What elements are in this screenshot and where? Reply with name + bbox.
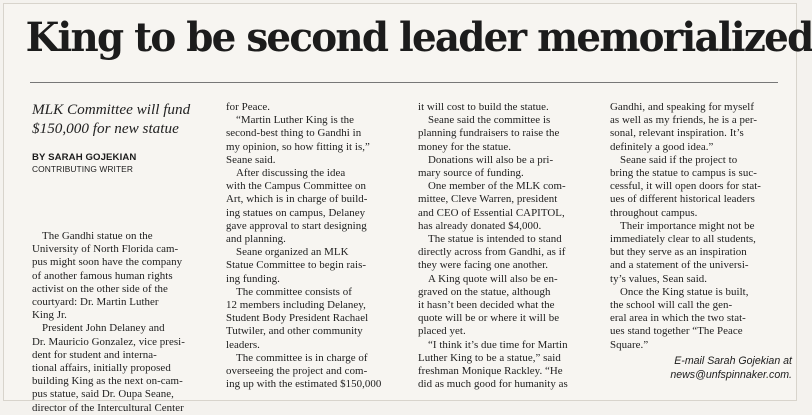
article-line: King Jr.: [32, 309, 67, 322]
article-line: ues of different historical leaders: [610, 193, 755, 206]
article-line: Square.”: [610, 338, 649, 351]
article-line: but they serve as an inspiration: [610, 246, 747, 259]
article-line: Art, which is in charge of build-: [226, 193, 368, 206]
article-line: of another famous human rights: [32, 269, 173, 282]
deck-line: MLK Committee will fund: [32, 101, 191, 118]
article-line: money for the statue.: [418, 140, 511, 153]
signoff: [632, 354, 792, 382]
article-line: they were facing one another.: [418, 259, 548, 272]
article-line: bring the statue to campus is suc-: [610, 167, 757, 180]
article-line: ing up with the estimated $150,000: [226, 378, 382, 391]
article-line: 12 members including Delaney,: [226, 299, 366, 312]
deck: [32, 100, 216, 138]
article-line: “I think it’s due time for Martin: [428, 338, 568, 351]
article-line: mittee, Cleve Warren, president: [418, 193, 558, 206]
article-line: placed yet.: [418, 325, 466, 338]
article-line: Seane organized an MLK: [236, 246, 349, 259]
article-line: ing funding.: [226, 272, 280, 285]
headline-rule: [30, 82, 778, 83]
article-line: Their importance might not be: [620, 219, 755, 232]
article-line: ues stand together “The Peace: [610, 325, 743, 338]
article-line: A King quote will also be en-: [428, 272, 558, 285]
article-line: After discussing the idea: [236, 167, 346, 180]
article-line: overseeing the project and com-: [226, 365, 368, 378]
article-line: gave approval to start designing: [226, 219, 367, 232]
article-line: director of the Intercultural Center: [32, 401, 184, 414]
article-line: planning fundraisers to raise the: [418, 127, 560, 140]
article-line: University of North Florida cam-: [32, 243, 179, 256]
article-line: quote will be or where it will be: [418, 312, 560, 325]
signoff-line: E-mail Sarah Gojekian at: [674, 355, 792, 367]
article-line: The committee consists of: [236, 285, 352, 298]
article-line: Donations will also be a pri-: [428, 153, 554, 166]
article-line: Tutwiler, and other community: [226, 325, 363, 338]
article-line: pus might soon have the company: [32, 256, 183, 269]
article-line: The committee is in charge of: [236, 351, 368, 364]
article-line: has already donated $4,000.: [418, 219, 542, 232]
article-line: Luther King to be a statue,” said: [418, 351, 561, 364]
newspaper-clipping: [3, 3, 812, 414]
article-line: Student Body President Rachael: [226, 312, 369, 325]
article-line: dent for student and interna-: [32, 348, 157, 361]
article-line: did as much good for humanity as: [418, 378, 568, 391]
article-line: ing statues on campus, Delaney: [226, 206, 366, 219]
article-line: as well as my friends, he is a per-: [610, 114, 757, 127]
article-line: it hasn’t been decided what the: [418, 299, 555, 312]
article-line: and a statement of the universi-: [610, 259, 749, 272]
article-line: tional affairs, initially proposed: [32, 362, 171, 375]
article-line: it will cost to build the statue.: [418, 101, 549, 113]
article-line: definitely a good idea.”: [610, 140, 714, 153]
article-line: pus statue, said Dr. Oupa Seane,: [32, 388, 174, 401]
headline: King to be second leader memorialized: [25, 14, 812, 61]
article-line: activist on the other side of the: [32, 282, 168, 295]
byline: BY SARAH GOJEKIAN: [32, 152, 137, 163]
byline-role: CONTRIBUTING WRITER: [32, 164, 133, 174]
article-line: the school will call the gen-: [610, 299, 733, 312]
signoff-email: news@unfspinnaker.com.: [670, 369, 792, 381]
article-line: throughout campus.: [610, 206, 698, 219]
article-line: The statue is intended to stand: [428, 233, 562, 246]
article-line: building King as the next on-cam-: [32, 375, 183, 388]
article-line: “Martin Luther King is the: [236, 114, 355, 127]
article-line: Gandhi, and speaking for myself: [610, 101, 754, 113]
article-line: graved on the statue, although: [418, 285, 551, 298]
article-line: with the Campus Committee on: [226, 180, 366, 193]
article-line: eral area in which the two stat-: [610, 312, 746, 325]
article-line: leaders.: [226, 338, 260, 351]
deck-line: $150,000 for new statue: [32, 120, 179, 137]
article-line: Statue Committee to begin rais-: [226, 259, 367, 272]
article-line: Dr. Mauricio Gonzalez, vice presi-: [32, 335, 185, 348]
article-line: immediately clear to all students,: [610, 233, 756, 246]
article-column-4: [610, 101, 786, 352]
article-line: freshman Monique Rackley. “He: [418, 365, 563, 378]
article-line: ty’s values, Sean said.: [610, 272, 708, 285]
article-column-1: [32, 230, 214, 415]
article-line: my opinion, so how fitting it is,”: [226, 140, 370, 153]
article-line: sonal, relevant inspiration. It’s: [610, 127, 744, 140]
article-column-2: [226, 101, 402, 391]
article-line: directly across from Gandhi, as if: [418, 246, 566, 259]
article-line: Seane said.: [226, 153, 276, 166]
article-line: for Peace.: [226, 101, 271, 113]
article-line: courtyard: Dr. Martin Luther: [32, 296, 159, 309]
article-line: One member of the MLK com-: [428, 180, 566, 193]
article-line: and planning.: [226, 233, 286, 246]
article-line: President John Delaney and: [42, 322, 165, 335]
article-line: Seane said if the project to: [620, 153, 738, 166]
article-column-3: [418, 101, 594, 391]
article-line: cessful, it will open doors for stat-: [610, 180, 761, 193]
deck-block: [32, 100, 216, 174]
article-line: The Gandhi statue on the: [42, 230, 153, 242]
article-line: Once the King statue is built,: [620, 285, 749, 298]
article-line: second-best thing to Gandhi in: [226, 127, 362, 140]
article-line: and CEO of Essential CAPITOL,: [418, 206, 565, 219]
article-line: Seane said the committee is: [428, 114, 551, 127]
article-line: mary source of funding.: [418, 167, 524, 180]
